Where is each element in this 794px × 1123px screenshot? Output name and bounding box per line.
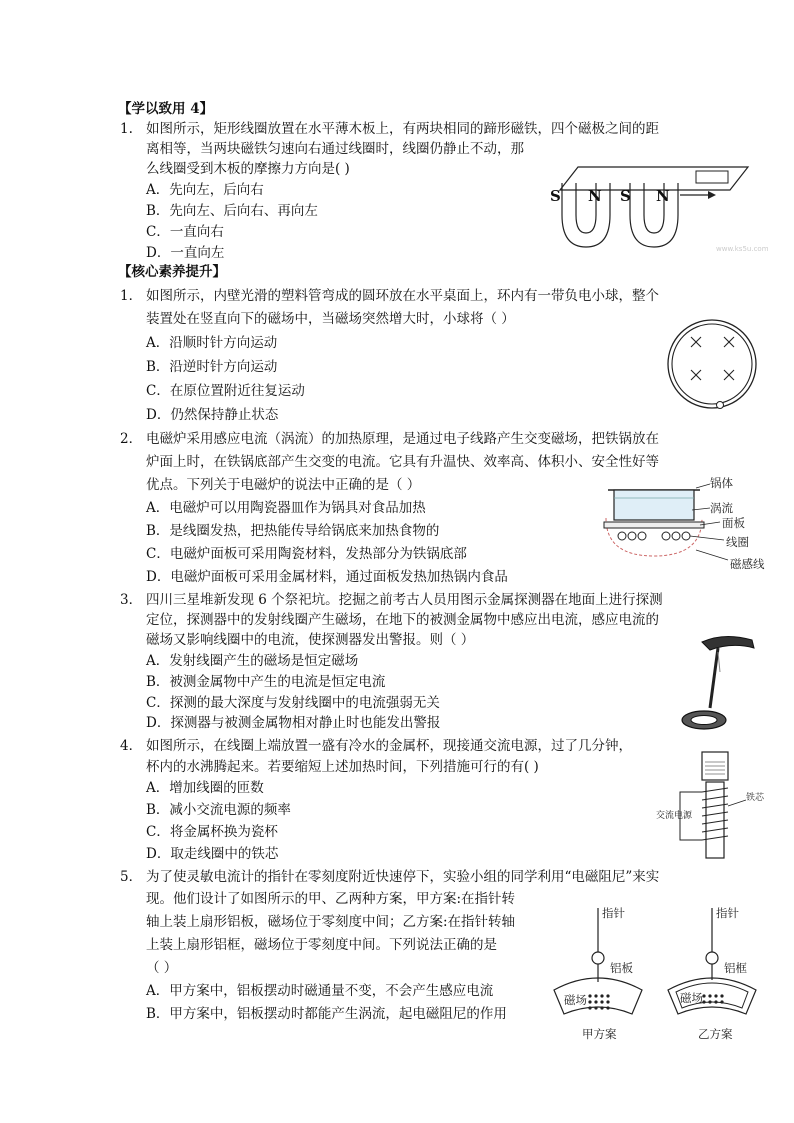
figure-label: 铁芯 <box>746 793 765 803</box>
question-text: 定位，探测器中的发射线圈产生磁场，在地下的被测金属物中感应出电流，感应电流的 <box>146 612 659 628</box>
figure-label: 线圈 <box>726 535 749 549</box>
question-number: 1． <box>120 288 143 304</box>
panel <box>604 522 704 528</box>
option-b: B．是线圈发热，把热能传导给锅底来加热食物的 <box>146 523 440 539</box>
arrow-head <box>708 191 716 199</box>
pole-label: S <box>550 187 561 205</box>
option-b: B．被测金属物中产生的电流是恒定电流 <box>146 674 386 690</box>
question-text: 如图所示，矩形线圈放置在水平薄木板上，有两块相同的蹄形磁铁，四个磁极之间的距 <box>146 121 659 137</box>
figure-label: 磁场 <box>680 991 703 1005</box>
coil-heating-figure <box>650 748 770 860</box>
question-text: 电磁炉采用感应电流（涡流）的加热原理，是通过电子线路产生交变磁场，把铁锅放在 <box>146 431 659 447</box>
magnet-outer-1 <box>562 183 610 247</box>
option-a: A．先向左，后向右 <box>146 182 264 198</box>
coil <box>618 532 690 540</box>
question-text: 如图所示，在线圈上端放置一盛有冷水的金属杯，现接通交流电源，过了几分钟， <box>146 738 632 754</box>
pole-label: S <box>620 187 631 205</box>
ring-outer <box>668 320 756 408</box>
option-a: A．增加线圈的匝数 <box>146 780 264 796</box>
charged-ball <box>717 402 724 409</box>
detector-handle <box>702 636 754 650</box>
section-heading-practice: 【学以致用 4】 <box>118 101 214 117</box>
damping-figure <box>548 890 758 1046</box>
magnet-outer-2 <box>630 183 678 247</box>
iron-core <box>706 782 724 858</box>
question-text: 离相等，当两块磁铁匀速向右通过线圈时，线圈仍静止不动，那 <box>146 141 524 157</box>
option-c: C．在原位置附近往复运动 <box>146 383 305 399</box>
figure-label: 交流电源 <box>656 811 693 821</box>
question-text: 上装上扇形铝框，磁场位于零刻度中间。下列说法正确的是 <box>146 937 497 953</box>
question-number: 3． <box>120 592 143 608</box>
option-a: A．沿顺时针方向运动 <box>146 335 278 351</box>
question-text: （ ） <box>146 960 178 976</box>
field-markers <box>691 337 734 380</box>
option-d: D．电磁炉面板可采用金属材料，通过面板发热加热锅内食品 <box>146 569 508 585</box>
option-a: A．发射线圈产生的磁场是恒定磁场 <box>146 653 359 669</box>
figure-label: 乙方案 <box>698 1027 733 1041</box>
option-d: D．取走线圈中的铁芯 <box>146 846 279 862</box>
question-text: 杯内的水沸腾起来。若要缩短上述加热时间，下列措施可行的有( ) <box>146 759 539 775</box>
figure-label: 指针 <box>716 906 739 920</box>
section-heading-core: 【核心素养提升】 <box>118 264 226 280</box>
watermark: www.ks5u.com <box>716 245 769 253</box>
question-text: 轴上装上扇形铝板，磁场位于零刻度中间；乙方案:在指针转轴 <box>146 914 516 930</box>
question-text: 么线圈受到木板的摩擦力方向是( ) <box>146 161 350 177</box>
magnet-figure <box>540 155 760 255</box>
pot-body <box>614 490 694 520</box>
question-text: 如图所示，内壁光滑的塑料管弯成的圆环放在水平桌面上，环内有一带负电小球，整个 <box>146 288 659 304</box>
option-a: A．电磁炉可以用陶瓷器皿作为锅具对食品加热 <box>146 500 426 516</box>
question-text: 装置处在竖直向下的磁场中，当磁场突然增大时，小球将（ ） <box>146 311 515 327</box>
figure-label: 铝框 <box>724 961 747 975</box>
option-d: D．仍然保持静止状态 <box>146 407 279 423</box>
ring-figure <box>652 320 772 412</box>
option-d: D．一直向左 <box>146 245 225 261</box>
question-number: 4． <box>120 738 143 754</box>
option-c: C．将金属杯换为瓷杯 <box>146 824 278 840</box>
ring-inner <box>672 324 752 404</box>
question-text: 为了使灵敏电流计的指针在零刻度附近快速停下，实验小组的同学利用“电磁阻尼”来实 <box>146 869 660 885</box>
question-text: 四川三星堆新发现 6 个祭祀坑。挖掘之前考古人员用图示金属探测器在地面上进行探测 <box>146 592 663 608</box>
pole-label: N <box>656 187 670 205</box>
coil-rect <box>696 171 728 183</box>
figure-label: 指针 <box>602 906 625 920</box>
option-c: C．电磁炉面板可采用陶瓷材料，发热部分为铁锅底部 <box>146 546 467 562</box>
option-b: B．甲方案中，铝板摆动时都能产生涡流，起电磁阻尼的作用 <box>146 1006 507 1022</box>
question-text: 优点。下列关于电磁炉的说法中正确的是（ ） <box>146 477 421 493</box>
question-text: 现。他们设计了如图所示的甲、乙两种方案，甲方案:在指针转 <box>146 891 516 907</box>
question-number: 2． <box>120 431 143 447</box>
option-c: C．探测的最大深度与发射线圈中的电流强弱无关 <box>146 695 440 711</box>
option-a: A．甲方案中，铝板摆动时磁通量不变，不会产生感应电流 <box>146 983 494 999</box>
option-c: C．一直向右 <box>146 224 224 240</box>
detector-shaft <box>710 648 718 708</box>
question-text: 炉面上时，在铁锅底部产生交变的电流。它具有升温快、效率高、体积小、安全性好等 <box>146 454 659 470</box>
question-text: 磁场又影响线圈中的电流，使探测器发出警报。则（ ） <box>146 632 475 648</box>
induction-cooker-figure <box>596 478 776 578</box>
option-b: B．减小交流电源的频率 <box>146 802 291 818</box>
question-number: 5． <box>120 869 143 885</box>
option-b: B．先向左、后向右、再向左 <box>146 203 318 219</box>
figure-label: 铝板 <box>610 961 633 975</box>
figure-label: 磁场 <box>564 993 587 1007</box>
option-b: B．沿逆时针方向运动 <box>146 359 278 375</box>
figure-label: 磁感线 <box>730 557 765 571</box>
option-d: D．探测器与被测金属物相对静止时也能发出警报 <box>146 715 441 731</box>
figure-label: 涡流 <box>710 501 733 515</box>
figure-label: 面板 <box>722 516 745 530</box>
figure-label: 锅体 <box>710 476 733 490</box>
pole-label: N <box>588 187 602 205</box>
figure-label: 甲方案 <box>582 1027 617 1041</box>
question-number: 1. <box>120 121 133 137</box>
metal-detector-figure <box>674 628 764 738</box>
